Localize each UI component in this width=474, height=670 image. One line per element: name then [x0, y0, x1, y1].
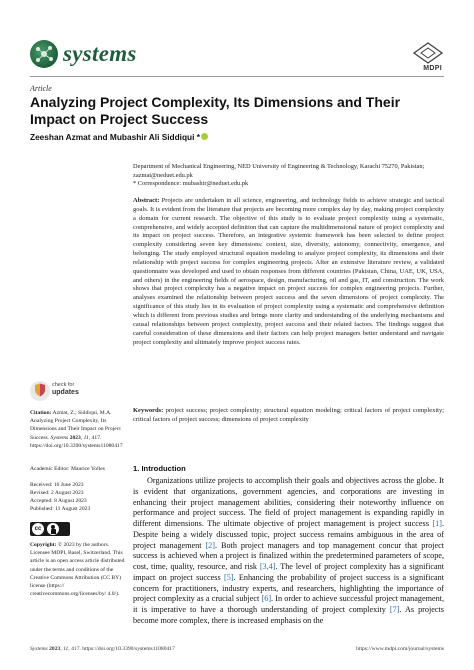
published-date: Published: 11 August 2023 [30, 506, 91, 512]
footer-journal: Systems [30, 646, 48, 652]
paragraph-text: . Despite being a widely discussed topic, project success remains ambiguous in the area of project management [133, 519, 444, 550]
cc-by-license-badge[interactable] [30, 522, 70, 536]
received-date: Received: 16 June 2023 [30, 482, 84, 488]
citation-reference-link[interactable]: [7] [389, 605, 400, 614]
paragraph-text: Organizations utilize projects to accomplish their goals and objectives across the globe. It is evident that organizations, government agencies, and corporations are investing in enhancing their project management abilities, considering their noteworthy influence on performance and project success. The field of project management is expanding rapidly in different dimensions. The ultimate objective of project management is project success [133, 476, 444, 528]
keywords-label: Keywords: [133, 407, 164, 414]
academic-editor: Academic Editor: Maurice Yolles [30, 466, 105, 472]
paragraph-text: . The level of project complexity has a significant impact on project success [133, 562, 444, 582]
affiliation-line: Department of Mechanical Engineering, NED University of Engineering & Technology, Karachi 75270, Pakistan; [133, 163, 425, 170]
accepted-date: Accepted: 8 August 2023 [30, 498, 87, 504]
publisher-name: MDPI [423, 65, 442, 72]
header-divider [30, 76, 444, 77]
citation-reference-link[interactable]: [3,4] [259, 562, 276, 571]
orcid-icon[interactable] [201, 133, 208, 140]
correspondence: * Correspondence: mubashir@neduet.edu.pk [133, 180, 249, 187]
check-for-updates-icon [30, 381, 50, 401]
revised-date: Revised: 2 August 2023 [30, 490, 84, 496]
citation-reference-link[interactable]: [2] [205, 540, 215, 550]
paragraph-text: . Enhancing the probability of project success is a significant concern for practitioners, industry experts, and researchers, highlighting the importance of project complexity as a crucial subject [133, 572, 444, 604]
creative-commons-icon: cc [32, 523, 44, 535]
journal-logo-icon [30, 40, 58, 68]
citation-text: Azmat, Z.; Siddiqui, M.A. Analyzing Project Complexity, Its Dimensions and Their Impact on Project Success. [30, 410, 121, 441]
paragraph-text: . Both project managers and top management concur that project success is achieved when a project is finalized within the predetermined parameters of scope, cost, time, quality, resource, and risk [133, 540, 444, 571]
attribution-icon [47, 523, 59, 535]
mdpi-logo-icon[interactable] [412, 42, 444, 64]
keywords-text: project success; project complexity; structural equation modeling; critical factors of project complexity; critical factors of project success; dimensions of project complexity [133, 407, 444, 423]
paragraph-text: . As projects become more complex, there is increased emphasis on the [133, 605, 444, 625]
license-text: © 2023 by the authors. Licensee MDPI, Basel, Switzerland. This article is an open access article distributed under the terms and conditions of the Creative Commons Attribution (CC BY) license (https:// creativecommons.org/licenses/by/ 4.0/). [30, 542, 125, 598]
copyright-block [30, 541, 126, 598]
footer-doi[interactable]: , 417. https://doi.org/10.3390/systems11080417 [68, 646, 175, 652]
affiliation-email[interactable]: zazmat@neduet.edu.pk [133, 171, 193, 179]
citation-reference-link[interactable]: [1] [432, 519, 442, 528]
paragraph-text: . In order to achieve successful project management, it is imperative to have a thorough understanding of project complexity [133, 594, 444, 614]
updates-label: updates [52, 389, 79, 396]
abstract [133, 197, 444, 347]
check-for-label: check for [52, 382, 75, 388]
journal-header [30, 40, 444, 70]
keywords [133, 407, 444, 425]
article-title: Analyzing Project Complexity, Its Dimensions and Their Impact on Project Success [30, 94, 401, 127]
author-list [30, 132, 208, 142]
citation-year: 2023 [69, 434, 81, 441]
citation-reference-link[interactable]: [6] [261, 594, 272, 604]
check-for-updates-badge[interactable] [30, 381, 100, 403]
citation-reference-link[interactable]: [5] [223, 572, 234, 582]
footer-volume: 11 [63, 646, 69, 652]
section-heading: 1. Introduction [133, 464, 186, 473]
citation-volume: 11 [83, 434, 89, 441]
citation-label: Citation: [30, 410, 52, 416]
footer-year: 2023 [49, 646, 61, 652]
author-names[interactable]: Zeeshan Azmat and Mubashir Ali Siddiqui * [30, 132, 200, 142]
footer-citation: Systems 2023, 11, 417. https://doi.org/10.3390/systems11080417 [30, 646, 175, 652]
introduction-paragraph [133, 476, 444, 627]
citation-journal: Systems [50, 434, 69, 441]
footer-journal-url[interactable]: https://www.mdpi.com/journal/systems [356, 646, 444, 652]
copyright-label: Copyright: [30, 542, 57, 548]
journal-name[interactable]: systems [63, 41, 137, 66]
citation-block: Citation: Azmat, Z.; Siddiqui, M.A. Analyzing Project Complexity, Its Dimensions and Their Impact on Project Success. Systems 2023, 11, 417. https://doi.org/10.3390/systems11080417 [30, 410, 123, 449]
citation-doi[interactable]: , 417. https://doi.org/10.3390/systems11080417 [30, 434, 123, 449]
article-type: Article [30, 84, 52, 93]
abstract-text: Projects are undertaken in all science, engineering, and technology fields to achieve strategic and tactical goals. It is evident from the literature that projects are becoming more complex day by day, making project complexity a domain for current research. The objective of this study is to evaluate project complexity using a systematic, comprehensive, and widely accepted definition that can capture the multidimensional nature of project complexity and its impact on project success. Therefore, an integrative systemic framework has been selected to define project complexity considering seven key dimensions: context, size, diversity, autonomy, connectivity, emergence, and belonging. The study employed structural equation modeling to analyze project complexity, its dimensions and their relationship with project success for complex engineering projects. After an extensive literature review, a validated questionnaire was developed and used to obtain responses from different countries (Pakistan, China, UAE, UK, USA, and others) in the engineering fields of aerospace, design, manufacturing, oil and gas, IT, and construction. The work shows that project complexity has a negative impact on project success for complex engineering projects. Further, analyses examined the relationship between project success and the seven dimensions of project complexity. The significance of this study lies in its evaluation of project complexity using a systematic and comprehensive definition which is different from previous studies and brings more clarity and understanding of the underlying mechanisms and causal relationships between project complexity, project success and their related factors. The findings suggest that careful consideration of these dimensions and their factors can help project managers better understand and navigate project complexity and ultimately improve project success rates. [133, 197, 445, 346]
abstract-label: Abstract: [133, 197, 160, 204]
